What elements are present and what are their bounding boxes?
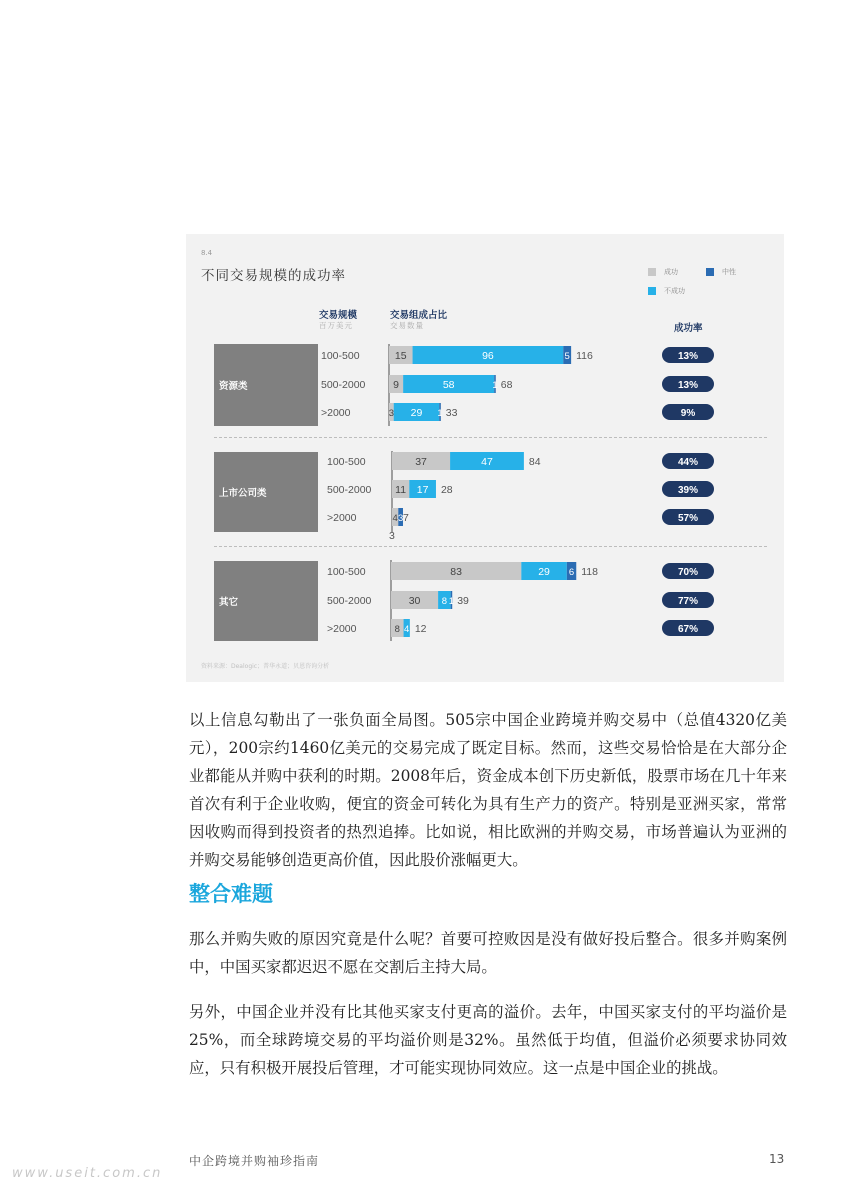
group-label-resources: 资源类 xyxy=(214,344,318,426)
page-number: 13 xyxy=(769,1152,785,1166)
size-label: >2000 xyxy=(327,623,357,635)
bar-failure-value: 47 xyxy=(481,456,493,468)
legend-label-failure: 不成功 xyxy=(664,287,685,295)
bar-success-value: 3 xyxy=(388,408,395,419)
size-label: 500-2000 xyxy=(321,379,366,391)
bar-total: 7 xyxy=(403,512,409,524)
section-heading: 整合难题 xyxy=(189,881,273,906)
bar-success-value: 83 xyxy=(450,566,462,578)
bar-success-value: 15 xyxy=(394,350,407,362)
chart-number: 8.4 xyxy=(201,249,213,257)
success-rate-value: 77% xyxy=(677,596,699,607)
bar-total: 28 xyxy=(440,484,453,496)
stacked-bar-plot xyxy=(186,234,784,682)
size-label: 100-500 xyxy=(321,350,360,362)
size-label: 100-500 xyxy=(327,456,366,468)
bar-neutral-value: 6 xyxy=(568,567,575,578)
bar-failure-value: 96 xyxy=(482,350,494,362)
success-rate-value: 13% xyxy=(677,380,699,391)
size-label: >2000 xyxy=(327,512,357,524)
bar-success-value: 4 xyxy=(392,513,398,524)
group-label-listed: 上市公司类 xyxy=(214,452,318,532)
chart-title: 不同交易规模的成功率 xyxy=(201,268,346,284)
size-label: >2000 xyxy=(321,407,351,419)
bar-neutral-value: 3 xyxy=(389,530,395,542)
success-rate-value: 9% xyxy=(680,408,696,419)
header-mix: 交易组成占比 xyxy=(390,310,448,321)
size-label: 100-500 xyxy=(327,566,366,578)
bar-total: 39 xyxy=(457,595,469,607)
success-rate-value: 39% xyxy=(677,485,699,496)
chart-panel xyxy=(186,234,784,682)
success-rate-value: 13% xyxy=(677,351,699,362)
group-label-other: 其它 xyxy=(214,561,318,641)
header-mix-unit: 交易数量 xyxy=(390,321,424,330)
bar-success-value: 9 xyxy=(393,379,399,391)
bar-neutral-value: 1 xyxy=(448,596,455,607)
body-paragraph: 另外，中国企业并没有比其他买家支付更高的溢价。去年，中国买家支付的平均溢价是25%，而全球跨境交易的平均溢价则是32%。虽然低于均值，但溢价必须要求协同效应，只有积极开展投后管理，才可能实现协同效应。这一点是中国企业的挑战。 xyxy=(189,1003,787,1077)
header-rate: 成功率 xyxy=(674,323,703,334)
chart-source: 资料来源：Dealogic；普华永道；贝恩咨询分析 xyxy=(201,663,330,670)
bar-total: 33 xyxy=(445,407,458,419)
bar-success-value: 30 xyxy=(408,595,421,607)
size-label: 500-2000 xyxy=(327,595,372,607)
size-label: 500-2000 xyxy=(327,484,372,496)
body-paragraph: 那么并购失败的原因究竟是什么呢？首要可控败因是没有做好投后整合。很多并购案例中，中国买家都迟迟不愿在交割后主持大局。 xyxy=(189,930,787,976)
body-paragraph: 以上信息勾勒出了一张负面全局图。505宗中国企业跨境并购交易中（总值4320亿美元），200宗约1460亿美元的交易完成了既定目标。然而，这些交易恰恰是在大部分企业都能从并购中获利的时期。2008年后，资金成本创下历史新低，股票市场在几十年来首次有利于企业收购，便宜的资金可转化为具有生产力的资产。特别是亚洲买家，常常因收购而得到投资者的热烈追捧。比如说，相比欧洲的并购交易，市场普遍认为亚洲的并购交易能够创造更高价值，因此股价涨幅更大。 xyxy=(189,711,787,869)
success-rate-value: 44% xyxy=(677,457,699,468)
bar-neutral-value: 3 xyxy=(397,513,404,524)
watermark: www.useit.com.cn xyxy=(12,1166,163,1181)
success-rate-value: 57% xyxy=(677,513,699,524)
bar-success-value: 11 xyxy=(395,484,407,496)
bar-failure-value: 29 xyxy=(410,407,423,419)
bar-failure-value: 17 xyxy=(416,484,429,496)
success-rate-value: 67% xyxy=(677,624,699,635)
bar-neutral-value: 5 xyxy=(564,351,570,362)
bar-total: 84 xyxy=(528,456,541,468)
footer-title: 中企跨境并购袖珍指南 xyxy=(189,1154,320,1168)
legend-label-neutral: 中性 xyxy=(722,268,736,276)
bar-success-value: 8 xyxy=(394,624,400,635)
bar-neutral-value: 1 xyxy=(492,380,498,391)
header-size: 交易规模 xyxy=(319,310,358,321)
bar-failure-value: 58 xyxy=(442,379,455,391)
success-rate-value: 70% xyxy=(677,567,699,578)
bar-failure-value: 8 xyxy=(441,596,448,607)
bar-success-value: 37 xyxy=(415,456,427,468)
header-size-unit: 百万美元 xyxy=(319,321,353,330)
bar-failure-value: 4 xyxy=(404,624,410,635)
bar-neutral-value: 1 xyxy=(437,408,443,419)
bar-failure-value: 29 xyxy=(538,566,550,578)
bar-total: 68 xyxy=(500,379,513,391)
bar-total: 12 xyxy=(414,623,427,635)
bar-total: 118 xyxy=(581,566,599,578)
legend-label-success: 成功 xyxy=(664,268,678,276)
bar-total: 116 xyxy=(576,350,593,362)
